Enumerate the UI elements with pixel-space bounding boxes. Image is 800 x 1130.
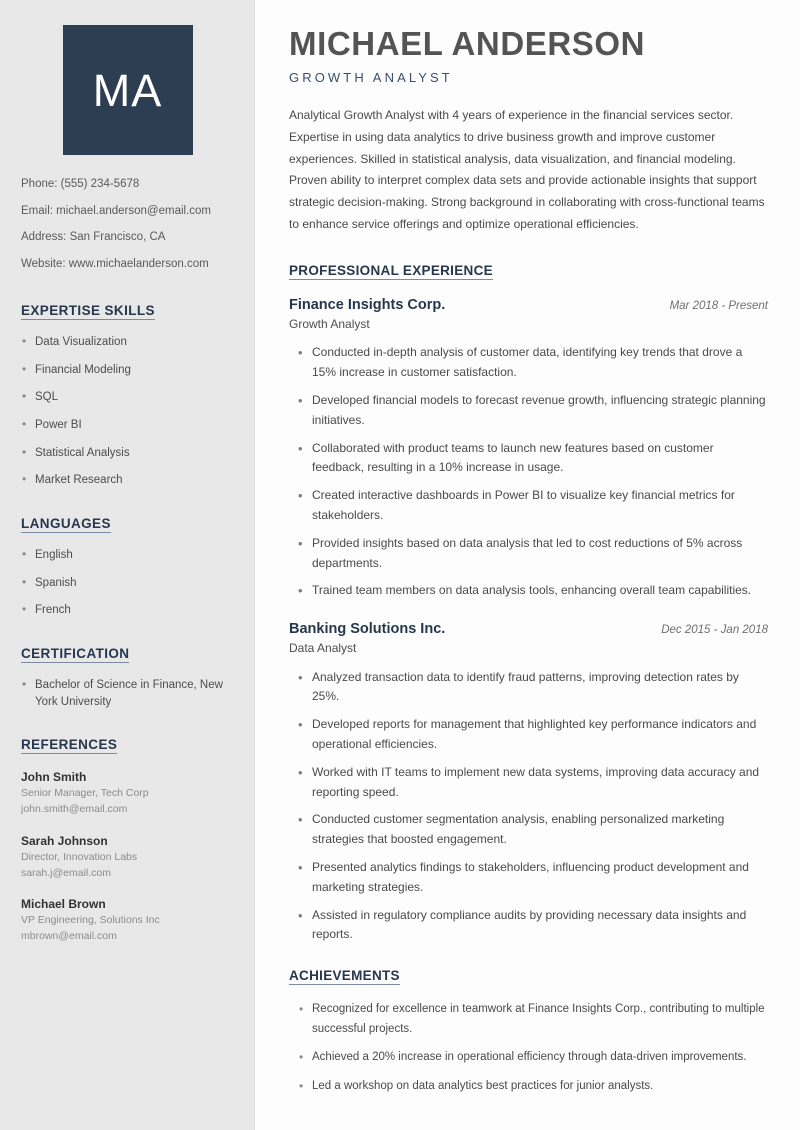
references-heading: REFERENCES [21, 737, 118, 753]
section-professional-experience [289, 262, 768, 945]
list-item: • Led a workshop on data analytics best practices for junior analysts. [289, 1077, 768, 1097]
reference-name: Michael Brown [21, 897, 106, 912]
position-title: Growth Analyst [289, 317, 370, 332]
expertise-skills-heading: EXPERTISE SKILLS [21, 303, 155, 319]
reference-role: VP Engineering, Solutions Inc [21, 914, 160, 927]
achievements-heading: ACHIEVEMENTS [289, 968, 400, 984]
list-item: • Bachelor of Science in Finance, New York University [21, 677, 234, 710]
list-item: • Provided insights based on data analysis that led to cost reductions of 5% across departments. [289, 534, 768, 574]
reference-email: mbrown@email.com [21, 930, 117, 943]
avatar-initials-icon: MA [63, 25, 193, 155]
reference-name: John Smith [21, 770, 87, 785]
employment-dates: Mar 2018 - Present [669, 299, 768, 312]
list-item: • Assisted in regulatory compliance audits by providing necessary data insights and reports. [289, 906, 768, 946]
reference-item [21, 895, 234, 945]
contact-address: Address: San Francisco, CA [21, 231, 166, 244]
achievements-list [289, 1000, 768, 1096]
job-role-subtitle: GROWTH ANALYST [289, 69, 453, 85]
list-item: • Conducted in-depth analysis of customer data, identifying key trends that drove a 15% increase in customer satisfaction. [289, 343, 768, 383]
experience-entry [289, 619, 768, 945]
experience-entry-header [289, 295, 768, 315]
reference-email: john.smith@email.com [21, 803, 128, 816]
reference-role: Senior Manager, Tech Corp [21, 787, 149, 800]
professional-summary: Analytical Growth Analyst with 4 years of experience in the financial services sector. Expertise in using data analytics to drive business growth and improve customer experiences. Skilled in statistical analysis, data visualization, and financial modeling. Proven ability to interpret complex data sets and provide actionable insights that support strategic decision-making. Strong background in collaborating with cross-functional teams to enhance service offerings and optimize operational efficiencies. [289, 107, 765, 232]
section-references [21, 736, 234, 945]
list-item: • Achieved a 20% increase in operational efficiency through data-driven improvements. [289, 1048, 768, 1068]
main-content [255, 0, 800, 1130]
list-item: • Conducted customer segmentation analysis, enabling personalized marketing strategies that boosted engagement. [289, 810, 768, 850]
list-item: • Analyzed transaction data to identify fraud patterns, improving detection rates by 25%. [289, 668, 768, 708]
list-item: • Statistical Analysis [21, 445, 234, 462]
professional-experience-heading: PROFESSIONAL EXPERIENCE [289, 262, 493, 278]
employment-dates: Dec 2015 - Jan 2018 [661, 624, 768, 637]
list-item: • Market Research [21, 472, 234, 489]
list-item: • Data Visualization [21, 334, 234, 351]
reference-name: Sarah Johnson [21, 833, 108, 848]
list-item: • French [21, 602, 234, 619]
list-item: • Collaborated with product teams to launch new features based on customer feedback, resulting in a 10% increase in usage. [289, 439, 768, 479]
languages-list [21, 547, 234, 619]
page-title: MICHAEL ANDERSON [289, 25, 646, 62]
contact-email: Email: michael.anderson@email.com [21, 204, 211, 217]
section-certification [21, 645, 234, 710]
sidebar [0, 0, 255, 1130]
list-item: • Developed reports for management that highlighted key performance indicators and operational efficiencies. [289, 715, 768, 755]
responsibility-list [289, 668, 768, 946]
contact-phone: Phone: (555) 234-5678 [21, 178, 140, 190]
reference-email: sarah.j@email.com [21, 866, 112, 879]
list-item: • Created interactive dashboards in Power BI to visualize key financial metrics for stakeholders. [289, 486, 768, 526]
languages-heading: LANGUAGES [21, 516, 111, 532]
list-item: • Recognized for excellence in teamwork at Finance Insights Corp., contributing to multiple successful projects. [289, 1000, 768, 1039]
contact-website: Website: www.michaelanderson.com [21, 257, 209, 270]
list-item: • Trained team members on data analysis tools, enhancing overall team capabilities. [289, 581, 768, 601]
reference-item [21, 832, 234, 882]
list-item: • English [21, 547, 234, 564]
company-name: Finance Insights Corp. [289, 296, 446, 313]
reference-item [21, 768, 234, 818]
experience-entry [289, 295, 768, 601]
experience-entry-header [289, 619, 768, 639]
reference-role: Director, Innovation Labs [21, 850, 138, 863]
section-achievements [289, 967, 768, 1096]
certification-list [21, 677, 234, 710]
company-name: Banking Solutions Inc. [289, 621, 446, 638]
list-item: • Developed financial models to forecast revenue growth, influencing strategic planning initiatives. [289, 391, 768, 431]
avatar-container [21, 25, 234, 155]
section-languages [21, 515, 234, 619]
contact-list [21, 177, 234, 272]
certification-heading: CERTIFICATION [21, 646, 130, 662]
responsibility-list [289, 343, 768, 601]
list-item: • SQL [21, 389, 234, 406]
list-item: • Financial Modeling [21, 362, 234, 379]
position-title: Data Analyst [289, 641, 357, 656]
section-expertise-skills [21, 302, 234, 489]
list-item: • Presented analytics findings to stakeholders, influencing product development and marketing strategies. [289, 858, 768, 898]
list-item: • Spanish [21, 575, 234, 592]
list-item: • Worked with IT teams to implement new data systems, improving data accuracy and reporting speed. [289, 763, 768, 803]
list-item: • Power BI [21, 417, 234, 434]
expertise-skills-list [21, 334, 234, 489]
